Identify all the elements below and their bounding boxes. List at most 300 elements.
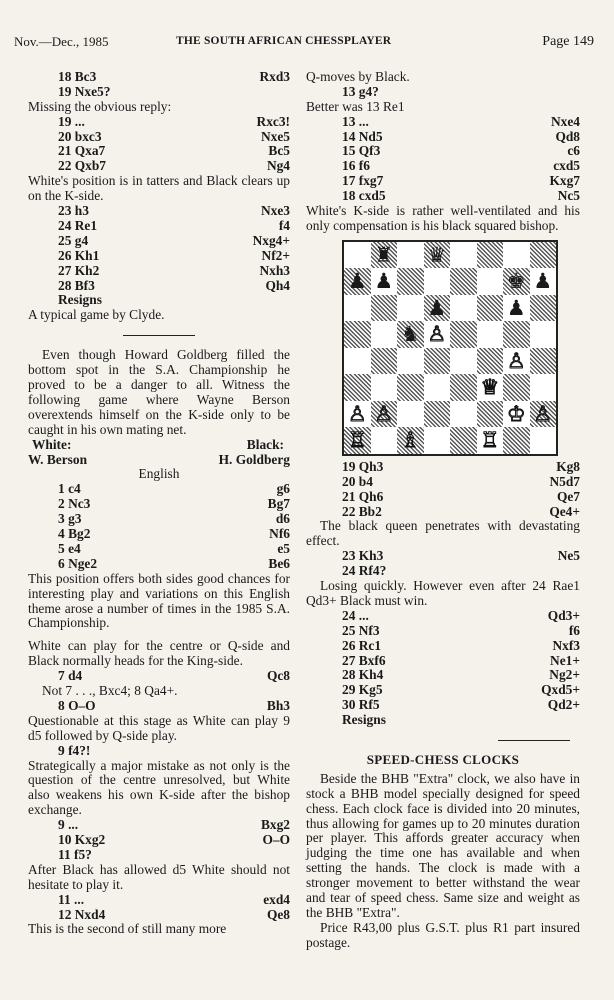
- board-square: [530, 427, 557, 454]
- white-queen-icon: ♕: [480, 375, 500, 400]
- black-move: f6: [568, 622, 580, 638]
- black-move: Nf6: [269, 526, 290, 542]
- move-number: [342, 549, 383, 564]
- white-move: Kg5: [358, 682, 383, 698]
- black-move: g6: [276, 481, 290, 497]
- move-row: [306, 654, 580, 669]
- move-num: 27: [342, 652, 356, 668]
- move-row: [306, 85, 580, 100]
- move-num: 2: [58, 496, 65, 512]
- move-row: [28, 144, 290, 159]
- white-move: Qh6: [358, 488, 384, 504]
- move-number: [58, 848, 92, 863]
- board-square: [397, 268, 424, 295]
- move-num: 26: [342, 637, 356, 653]
- move-row: [28, 908, 290, 923]
- white-move: Rf5: [358, 697, 380, 713]
- board-square: [344, 348, 371, 375]
- move-num: 13: [342, 83, 356, 99]
- move-number: [58, 234, 88, 249]
- move-number: [342, 460, 383, 475]
- white-move: Nxe5?: [74, 83, 111, 99]
- black-king-icon: ♚: [506, 269, 526, 294]
- move-row: [306, 159, 580, 174]
- black-move: Nc5: [557, 188, 580, 204]
- move-number: [58, 818, 78, 833]
- black-move: O–O: [262, 832, 290, 848]
- black-move: Nxe4: [550, 113, 580, 129]
- white-move: Qxa7: [74, 143, 106, 159]
- move-num: 3: [58, 511, 65, 527]
- move-number: [58, 497, 90, 512]
- move-num: 9: [58, 817, 65, 833]
- board-square: [450, 427, 477, 454]
- issue-date: Nov.—Dec., 1985: [14, 34, 109, 49]
- black-move: Qe4+: [549, 503, 580, 519]
- move-row: [28, 482, 290, 497]
- white-move: Qxb7: [74, 158, 107, 174]
- white-move: g3: [68, 511, 82, 527]
- black-move: Qc8: [266, 668, 290, 684]
- move-num: 28: [58, 277, 72, 293]
- opening-name: English: [138, 466, 180, 482]
- move-list: [28, 818, 290, 863]
- player-names: [28, 453, 290, 468]
- annotation: White's position is in tatters and Black clears up on the K-side.: [28, 173, 290, 204]
- white-move: Nc3: [68, 496, 91, 512]
- move-row: [28, 542, 290, 557]
- move-number: [58, 908, 105, 923]
- move-row: [28, 557, 290, 572]
- move-num: 8: [58, 697, 65, 713]
- board-square: [344, 321, 371, 348]
- board-square: [371, 295, 398, 322]
- move-row: [28, 204, 290, 219]
- annotation: Questionable at this stage as White can play 9 d5 followed by Q-side play.: [28, 712, 290, 743]
- board-square: [424, 348, 451, 375]
- white-move: c4: [68, 481, 81, 497]
- white-move: Kh2: [74, 262, 100, 278]
- board-square: [450, 374, 477, 401]
- move-num: 7: [58, 668, 65, 684]
- board-square: [450, 348, 477, 375]
- player-labels: [28, 438, 290, 453]
- move-list: [28, 744, 290, 759]
- move-number: [342, 639, 381, 654]
- move-row: [28, 234, 290, 249]
- move-row: [306, 624, 580, 639]
- move-row: [28, 293, 290, 308]
- board-square: [424, 401, 451, 428]
- white-move: fxg7: [358, 173, 384, 189]
- move-num: 12: [58, 906, 72, 922]
- move-row: [28, 115, 290, 130]
- black-move: d6: [275, 511, 290, 527]
- move-num: 25: [58, 232, 72, 248]
- white-move: Kh3: [358, 548, 384, 564]
- move-number: [342, 159, 370, 174]
- black-move: Bxg2: [260, 817, 290, 833]
- move-num: 21: [58, 143, 72, 159]
- move-row: [28, 130, 290, 145]
- white-pawn-icon: ♙: [374, 401, 394, 426]
- black-move: exd4: [263, 891, 290, 907]
- chess-diagram: [342, 240, 558, 456]
- black-player: H. Goldberg: [218, 451, 290, 467]
- move-num: 21: [342, 488, 356, 504]
- board-square: [530, 295, 557, 322]
- board-square: [450, 401, 477, 428]
- move-row: [306, 639, 580, 654]
- move-num: 19: [58, 113, 72, 129]
- board-square: [477, 401, 504, 428]
- board-square: [530, 321, 557, 348]
- black-pawn-icon: ♟: [347, 269, 367, 294]
- move-number: [58, 115, 85, 130]
- black-move: Qxd5+: [541, 682, 580, 698]
- move-number: [342, 85, 379, 100]
- white-pawn-icon: ♙: [427, 322, 447, 347]
- annotation: A typical game by Clyde.: [28, 307, 165, 323]
- move-row: [28, 279, 290, 294]
- move-num: 11: [58, 846, 71, 862]
- black-move: Bh3: [266, 697, 290, 713]
- board-square: [450, 268, 477, 295]
- board-square: [397, 374, 424, 401]
- move-row: [306, 144, 580, 159]
- board-square: [397, 348, 424, 375]
- move-num: 22: [342, 503, 356, 519]
- black-move: Qd8: [555, 128, 580, 144]
- move-number: [342, 564, 386, 579]
- move-num: 18: [58, 69, 72, 84]
- black-move: Nxf3: [552, 637, 580, 653]
- move-number: [58, 279, 95, 294]
- black-move: Bc5: [268, 143, 290, 159]
- move-list: [28, 893, 290, 923]
- move-row: [306, 189, 580, 204]
- move-number: [58, 542, 81, 557]
- move-row: [28, 833, 290, 848]
- black-move: Qd3+: [547, 607, 580, 623]
- black-move: Nxg4+: [252, 232, 290, 248]
- move-num: 11: [58, 891, 71, 907]
- move-number: [342, 654, 386, 669]
- move-number: [58, 264, 99, 279]
- move-list: [306, 85, 580, 100]
- move-number: [58, 893, 84, 908]
- white-pawn-icon: ♙: [506, 348, 526, 373]
- move-num: 24: [58, 217, 72, 233]
- white-rook-icon: ♖: [480, 428, 500, 453]
- black-move: Bg7: [267, 496, 290, 512]
- white-move: Qh3: [358, 458, 384, 474]
- board-square: [371, 427, 398, 454]
- move-list: [306, 609, 580, 728]
- move-number: [342, 698, 380, 713]
- white-move: ...: [68, 817, 79, 833]
- annotation: Losing quickly. However even after 24 Rae1 Qd3+ Black must win.: [306, 578, 580, 608]
- move-row: [306, 130, 580, 145]
- board-square: [371, 374, 398, 401]
- move-row: [28, 159, 290, 174]
- move-num: 29: [342, 682, 356, 698]
- move-list: [306, 549, 580, 579]
- move-number: [58, 669, 82, 684]
- move-num: 5: [58, 540, 65, 556]
- black-move: Ne1+: [550, 652, 580, 668]
- move-list: [28, 482, 290, 571]
- move-number: [58, 219, 97, 234]
- board-square: [530, 242, 557, 269]
- white-pawn-icon: ♙: [347, 401, 367, 426]
- move-number: [58, 744, 90, 759]
- move-num: 24: [342, 563, 356, 579]
- black-move: N5d7: [549, 473, 580, 489]
- board-square: [477, 242, 504, 269]
- white-move: ...: [358, 113, 369, 129]
- annotation: Missing the obvious reply:: [28, 98, 172, 114]
- board-square: [503, 321, 530, 348]
- move-number: [342, 115, 369, 130]
- move-num: 1: [58, 481, 65, 497]
- move-num: 23: [342, 548, 356, 564]
- move-number: [58, 527, 90, 542]
- move-row: [306, 713, 580, 728]
- white-move: Bg2: [68, 526, 91, 542]
- move-number: [58, 130, 102, 145]
- black-move: Nxe3: [260, 203, 290, 219]
- annotation: Strategically a major mistake as not only is the question of the centre unresolved, but White also weakens his own K-side after the bishop exchange.: [28, 757, 290, 818]
- black-move: Qe7: [556, 488, 580, 504]
- board-square: [450, 242, 477, 269]
- game-intro: Even though Howard Goldberg filled the bottom spot in the S.A. Championship he proved to be a danger to all. Witness the following game where Wayne Berson overextends himself on the K-side only to be caught in his own mating net.: [28, 347, 290, 437]
- move-row: [306, 549, 580, 564]
- black-move: e5: [277, 540, 290, 556]
- white-move: d4: [68, 668, 83, 684]
- annotation: This position offers both sides good chances for interesting play and variations on this English theme arose a number of times in the 1985 S.A. Championship.: [28, 570, 290, 631]
- black-move: Qh4: [265, 277, 290, 293]
- board-square: [477, 268, 504, 295]
- black-pawn-icon: ♟: [374, 269, 394, 294]
- white-move: Nf3: [358, 622, 380, 638]
- white-move: Bb2: [358, 503, 382, 519]
- move-number: [58, 512, 81, 527]
- magazine-title: THE SOUTH AFRICAN CHESSPLAYER: [176, 35, 392, 47]
- move-row: [306, 475, 580, 490]
- move-number: [58, 833, 105, 848]
- move-num: 14: [342, 128, 356, 144]
- move-number: [58, 482, 81, 497]
- move-number: [342, 189, 386, 204]
- white-move: Kh1: [74, 247, 100, 263]
- white-bishop-icon: ♗: [400, 428, 420, 453]
- resigns-label: Resigns: [58, 292, 102, 308]
- white-label: White:: [32, 436, 72, 452]
- white-move: b4: [358, 473, 373, 489]
- board-square: [344, 295, 371, 322]
- section-divider: [498, 740, 570, 741]
- move-row: [306, 490, 580, 505]
- black-move: Rxc3!: [256, 113, 290, 129]
- black-move: Ng2+: [549, 667, 580, 683]
- move-row: [306, 609, 580, 624]
- move-num: 22: [58, 158, 72, 174]
- article-body: Beside the BHB "Extra" clock, we also have in stock a BHB model specially designed for speed chess. Each clock face is divided into 20 minutes, thus allowing for games up to 20 minutes duration per player. This affords greater accuracy when judging the time one has available and when setting the hands. The clock is made with a stronger movement to better withstand the wear and tear of speed chess. Same size and weight as the BHB "Extra".: [306, 770, 580, 921]
- board-square: [477, 348, 504, 375]
- black-queen-icon: ♛: [427, 242, 447, 267]
- move-number: [58, 159, 106, 174]
- move-row: [306, 174, 580, 189]
- black-pawn-icon: ♟: [427, 295, 447, 320]
- move-row: [306, 564, 580, 579]
- move-num: 15: [342, 143, 356, 159]
- black-move: Nxe5: [260, 128, 290, 144]
- white-rook-icon: ♖: [347, 428, 367, 453]
- move-row: [306, 460, 580, 475]
- white-move: Nge2: [68, 555, 98, 571]
- annotation: After Black has allowed d5 White should not hesitate to play it.: [28, 861, 290, 892]
- move-row: [28, 744, 290, 759]
- move-row: [28, 264, 290, 279]
- white-pawn-icon: ♙: [533, 401, 553, 426]
- move-list: [28, 699, 290, 714]
- black-pawn-icon: ♟: [506, 295, 526, 320]
- board-square: [424, 268, 451, 295]
- black-move: Ne5: [557, 548, 580, 564]
- move-number: [342, 609, 369, 624]
- move-row: [28, 85, 290, 100]
- move-row: [28, 219, 290, 234]
- board-square: [424, 427, 451, 454]
- page-number: Page 149: [542, 34, 594, 49]
- white-move: Nd5: [358, 128, 383, 144]
- move-row: [28, 699, 290, 714]
- move-row: [306, 115, 580, 130]
- move-row: [306, 668, 580, 683]
- move-row: [28, 70, 290, 85]
- move-num: 20: [342, 473, 356, 489]
- resigns-label: Resigns: [342, 712, 386, 728]
- move-row: [28, 497, 290, 512]
- white-player: W. Berson: [28, 451, 88, 467]
- board-square: [503, 242, 530, 269]
- move-num: 9: [58, 742, 65, 758]
- white-move: f5?: [74, 846, 92, 862]
- move-num: 6: [58, 555, 65, 571]
- board-square: [397, 295, 424, 322]
- board-square: [344, 374, 371, 401]
- annotation: This is the second of still many more: [28, 921, 227, 937]
- board-square: [397, 242, 424, 269]
- annotation: White can play for the centre or Q-side and Black normally heads for the King-side.: [28, 638, 290, 669]
- white-move: Kh4: [358, 667, 384, 683]
- black-knight-icon: ♞: [400, 322, 420, 347]
- section-title: SPEED-CHESS CLOCKS: [366, 751, 520, 767]
- move-num: 25: [342, 622, 356, 638]
- annotation: Better was 13 Re1: [306, 98, 405, 114]
- move-number: [58, 293, 102, 308]
- board-square: [477, 295, 504, 322]
- move-num: 16: [342, 158, 356, 174]
- move-number: [342, 490, 383, 505]
- white-move: f6: [358, 158, 370, 174]
- board-square: [530, 374, 557, 401]
- black-rook-icon: ♜: [374, 242, 394, 267]
- move-number: [342, 668, 383, 683]
- move-num: 18: [342, 188, 356, 204]
- move-row: [28, 669, 290, 684]
- move-number: [342, 713, 386, 728]
- white-move: O–O: [68, 697, 96, 713]
- move-list: [28, 669, 290, 684]
- move-row: [306, 505, 580, 520]
- move-row: [306, 683, 580, 698]
- white-move: e4: [68, 540, 81, 556]
- move-number: [342, 505, 382, 520]
- price-text: Price R43,00 plus G.S.T. plus R1 part insured postage.: [306, 919, 580, 950]
- move-number: [58, 204, 89, 219]
- move-num: 10: [58, 832, 72, 848]
- move-num: 19: [342, 458, 356, 474]
- move-row: [28, 848, 290, 863]
- move-number: [342, 144, 380, 159]
- page-header: [0, 30, 614, 52]
- move-number: [58, 557, 97, 572]
- black-move: Ng4: [266, 158, 290, 174]
- move-list: [28, 115, 290, 175]
- move-number: [342, 174, 383, 189]
- black-label: Black:: [246, 436, 284, 452]
- white-move: Bf3: [74, 277, 95, 293]
- move-row: [28, 893, 290, 908]
- move-number: [58, 699, 96, 714]
- board-square: [450, 295, 477, 322]
- board-square: [503, 374, 530, 401]
- move-number: [58, 249, 99, 264]
- black-move: Nxh3: [259, 262, 290, 278]
- move-num: 4: [58, 526, 65, 542]
- black-move: Kxg7: [549, 173, 580, 189]
- board-square: [530, 348, 557, 375]
- white-move: g4?: [358, 83, 379, 99]
- black-move: Nf2+: [261, 247, 290, 263]
- move-number: [342, 130, 383, 145]
- move-num: 24: [342, 607, 356, 623]
- black-move: Be6: [268, 555, 290, 571]
- move-list: [306, 115, 580, 204]
- white-move: bxc3: [74, 128, 102, 144]
- move-num: 30: [342, 697, 356, 713]
- black-move: cxd5: [553, 158, 580, 174]
- white-move: f4?!: [68, 742, 91, 758]
- black-move: Qd2+: [547, 697, 580, 713]
- black-move: f4: [278, 217, 290, 233]
- white-move: Rf4?: [358, 563, 387, 579]
- right-column: [306, 70, 580, 951]
- move-num: 20: [58, 128, 72, 144]
- white-king-icon: ♔: [506, 401, 526, 426]
- white-move: ...: [74, 891, 85, 907]
- white-move: Kxg2: [74, 832, 106, 848]
- white-move: Re1: [74, 217, 98, 233]
- move-num: 26: [58, 247, 72, 263]
- left-column: [28, 70, 290, 937]
- black-move: c6: [567, 143, 580, 159]
- move-row: [28, 818, 290, 833]
- board-square: [371, 321, 398, 348]
- board-square: [424, 374, 451, 401]
